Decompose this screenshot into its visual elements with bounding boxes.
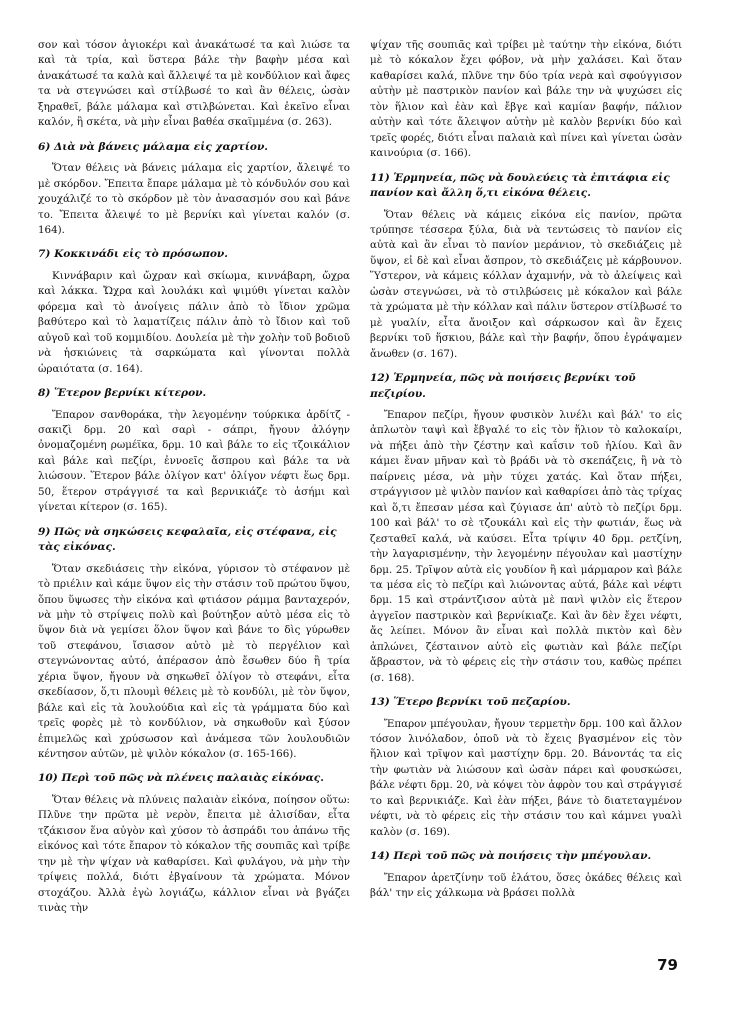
- section-heading: 10) Περὶ τοῦ πῶς νὰ πλένεις παλαιὰς εἰκόνας.: [38, 772, 324, 785]
- section-11: [370, 171, 682, 362]
- paragraph: Κιννάβαριν καὶ ὤχραν καὶ σκίωμα, κιννάβαρη, ὤχρα καὶ λάκκα. Ὤχρα καὶ λουλάκι καὶ ψιμύθι γίνεται καλὸν φόρεμα καὶ τὸ ἀνοίγεις πάλιν ἀπὸ τὸ ἴδιον χρῶμα βαθύτερο καὶ τὸ λαματίζεις πάλιν ἀπὸ τὸ ἴδιον καὶ τοῦ αὐγοῦ καὶ τοῦ κομμιδίου. Δουλεία μὲ τὴν χολὴν τοῦ βοδιοῦ νὰ ἡσκιώνεις τὰ σαρκώματα καὶ γίνονται πολλὰ ὡραιότατα (σ. 164).: [38, 269, 350, 375]
- section-9: [38, 525, 350, 763]
- section-heading: 12) Ἑρμηνεία, πῶς νὰ ποιήσεις βερνίκι τοῦ πεζιρίου.: [370, 372, 636, 400]
- section-14: [370, 849, 682, 901]
- continued-section: [370, 38, 682, 162]
- paragraph: ψίχαν τῆς σουπιᾶς καὶ τρίβει μὲ ταύτην τὴν εἰκόνα, διότι μὲ τὸ κόκαλον ἔχει φόβον, νὰ μὴν χαλάσει. Καὶ ὅταν καθαρίσει καλά, πλῦνε την δύο τρία νερὰ καὶ σφούγγισον αὐτὴν μὲ παστρικὸν πανίον καὶ βάλε την νὰ ψυχώσει εἰς τὸν ἥλιον καὶ ἐὰν καὶ ἔβγε καὶ καμίαν βαφήν, πάλιον αὐτὴν καὶ τότε ἄλειψον αὐτὴν μὲ καλὸν βερνίκι δύο καὶ τρεῖς φορές, διότι εἶναι παλαιὰ καὶ πίνει καὶ γίνεται ὡσὰν καινούρια (σ. 166).: [370, 39, 682, 160]
- section-6: [38, 140, 350, 239]
- paragraph: Ὅταν θέλεις νὰ κάμεις εἰκόνα εἰς πανίον, πρῶτα τρύπησε τέσσερα ξύλα, διὰ νὰ τεντώσεις τὸ πανίον εἰς αὐτὰ καὶ ἂν εἶναι τὸ πανίον μεράνιον, τὸ σκεδιάζεις μὲ ὕψον, εἰ δὲ καὶ εἶναι ἄσπρον, τὸ σκεδιάζεις μὲ κάρβουνον. Ὕστερον, νὰ κάμεις κόλλαν ἀχαμνήν, νὰ τὸ ἀλείψεις καὶ ὡσὰν στεγνώσει, νὰ τὸ στιλβώσεις μὲ κόκαλον καὶ βάλε τὰ χρώματα μὲ τὴν κόλλαν καὶ πάλιν ὕστερον στίλβωσέ το μὲ γυαλίν, εἶτα ἄνοιξον καὶ σάρκωσον καὶ ἂν ἔχεις βερνίκι τοῦ ἥσκιου, βάλε καὶ τὴν βαφήν, ὅπου ἐγράψαμεν ἄνωθεν (σ. 167).: [370, 208, 682, 360]
- paragraph: σον καὶ τόσον ἁγιοκέρι καὶ ἀνακάτωσέ τα καὶ λιώσε τα καὶ τὰ τρία, καὶ ὕστερα βάλε τὴν βαφὴν μέσα καὶ ἀνακάτωσέ τα καλὰ καὶ ἄλλειψέ τα μὲ κονδύλιον καὶ ἄφες τα νὰ στεγνώσει καὶ στίλβωσέ το καὶ ἂν θέλεις, ὡσὰν ξηραθεῖ, βάλε μάλαμα καὶ στιλβώνεται. Καὶ ἐκεῖνο εἶναι καλόν, ἢ σκέτα, νὰ μὴν εἶναι βαθέα σκαϊμμένα (σ. 263).: [38, 39, 350, 129]
- page-number: 79: [657, 956, 678, 974]
- continued-section: [38, 38, 350, 131]
- section-heading: 11) Ἑρμηνεία, πῶς νὰ δουλεύεις τὰ ἐπιτάφια εἰς πανίον καὶ ἄλλη ὅ,τι εἰκόνα θέλεις.: [370, 171, 670, 200]
- section-heading: 13) Ἕτερο βερνίκι τοῦ πεζαρίου.: [370, 696, 571, 709]
- section-10: [38, 771, 350, 916]
- paragraph: Ὅταν θέλεις νὰ βάνεις μάλαμα εἰς χαρτίον, ἄλειψέ το μὲ σκόρδον. Ἔπειτα ἔπαρε μάλαμα μὲ τὸ κόνδυλόν σου καὶ χουχάλιζέ το τὸ σκόρδον μὲ τὸν ἀνασασμόν σου καὶ βάνε το. Ἔπειτα ἄλειψέ το μὲ βερνίκι καὶ γίνεται καλόν (σ. 164).: [38, 162, 350, 236]
- section-heading: 8) Ἕτερον βερνίκι κίτερον.: [38, 387, 207, 400]
- section-12: [370, 371, 682, 686]
- section-heading: 7) Κοκκινάδι εἰς τὸ πρόσωπον.: [38, 248, 228, 261]
- paragraph: Ὅταν σκεδιάσεις τὴν εἰκόνα, γύρισον τὸ στέφανον μὲ τὸ πριέλιν καὶ κάμε ὕψον εἰς τὴν στάσιν τοῦ πρώτου ὕψου, ὅπου ὕψωσες τὴν εἰκόνα καὶ φτιάσον ράμμα βανταχερόν, νὰ μὴν τὸ στρίψεις πολὺ καὶ βούτηξον αὐτὸ μέσα εἰς τὸ ὕψον διὰ νὰ γεμίσει ὅλον ὕψον καὶ βάνε το δὶς γύρωθεν τοῦ στεφάνου, ἴσιασον αὐτὸ μὲ τὸ περγέλιον καὶ στεγνώνοντας αὐτό, ἀπέρασον ἀπὸ ἔσωθεν δύο ἢ τρία χέρια ὕψον, ἤγουν νὰ σηκωθεῖ ὀλίγον τὸ στεφάνι, εἶτα σκεδίασον, ὅ,τι πλουμὶ θέλεις μὲ τὸ κονδύλι, μὲ τὸν ὕψον, βάλε καὶ εἰς τὰ λουλούδια καὶ εἰς τὰ γράμματα δύο καὶ τρεῖς φορὲς μὲ τὸ κονδύλιον, νὰ σηκωθοῦν καὶ ξύσον ἐπιμελῶς καὶ χρύσωσον καὶ ἀνάμεσα τῶν λουλουδιῶν κέντησον αὐτῶν, μὲ ψιλὸν κόκαλον (σ. 165-166).: [38, 562, 350, 761]
- left-column: [38, 38, 350, 926]
- paragraph: Ἔπαρον μπέγουλαν, ἤγουν τερμετὴν δρμ. 100 καὶ ἄλλον τόσον λινόλαδον, ὁποῦ νὰ τὸ ἔχεις βγασμένον εἰς τὸν ἥλιον καὶ τρῖψον καὶ μαστίχην δρμ. 20. Βάνοντάς τα εἰς τὴν φωτιὰν νὰ λιώσουν καὶ ὡσὰν πάρει καὶ φουσκώσει, βάλε νέφτι δρμ. 20, νὰ κόψει τὸν ἀφρὸν του καὶ στράγγισέ το καὶ βερνικιάζε. Καὶ ἐὰν πήξει, βάνε τὸ διατεταγμένον νέφτι, νὰ τὸ φέρεις εἰς τὴν στάσιν του καὶ κάμνει γυαλὶ καλὸν (σ. 169).: [370, 717, 682, 838]
- section-heading: 9) Πῶς νὰ σηκώσεις κεφαλαῖα, εἰς στέφανα, εἰς τὰς εἰκόνας.: [38, 525, 337, 554]
- paragraph: Ἔπαρον πεζίρι, ἤγουν φυσικὸν λινέλι καὶ βάλ' το εἰς ἀπλωτὸν ταψὶ καὶ ἔβγαλέ το εἰς τὸν ἥλιον τὸ καλοκαίρι, νὰ πήξει ἀπὸ τὴν ζέστην καὶ καΐσιν τοῦ ἡλίου. Καὶ ἂν κάμει ἕναν μῆναν καὶ τὸ βράδι νὰ τὸ σκεπάζεις, ἢ νὰ τὸ παίρνεις μέσα, νὰ μὴν τύχει χατάς. Καὶ ὅταν πήξει, στράγγισον μὲ ψιλὸν πανίον καὶ καθαρίσει ἀπὸ τὰς τρίχας καὶ ὅ,τι ἔπεσαν μέσα καὶ ζύγιασε ἀπ' αὐτὸ τὸ πεζίρι δρμ. 100 καὶ βάλ' το σὲ τζουκάλι καὶ εἰς τὴν φωτιάν, ἕως νὰ ζεσταθεῖ καλά, νὰ καύσει. Εἶτα τρίψιν 40 δρμ. ρετζίνη, τὴν λαγαρισμένην, τὴν λεγομένην πέγουλαν καὶ μαστίχην δρμ. 25. Τρῖψον αὐτὰ εἰς γουδίον ἢ καὶ μάρμαρον καὶ βάλε τα μέσα εἰς τὸ πεζίρι καὶ λιώνοντας αὐτά, βάλε καὶ νέφτι δρμ. 15 καὶ στράντζισον αὐτὰ μὲ πανὶ ψιλὸν εἰς ἕτερον ἀγγεῖον παστρικὸν καὶ βερνίκιαζε. Καὶ ἂν δὲν ἔχει νέφτι, ἄς λείπει. Μόνον ἂν εἶναι καὶ πολλὰ πικτὸν καὶ δὲν ἁπλώνει, ζέσταινον αὐτὸ εἰς φωτιὰν καὶ βάλε πεζίρι ἄβραστον, νὰ τὸ φέρεις εἰς τὴν στάσιν του, καθὼς πρέπει (σ. 168).: [370, 408, 682, 684]
- paragraph: Ἔπαρον σανθοράκα, τὴν λεγομένην τούρκικα ἀρδίτζ - σακιζὶ δρμ. 20 καὶ σαρὶ - σάπρι, ἤγουν ἀλόγην ὀνομαζομένη ρωμέϊκα, δρμ. 10 καὶ βάλε το εἰς τζοικάλιον καὶ βάλε καὶ πεζίρι, ἐννοεῖς ἄσπρου καὶ βάλε τα νὰ λιώσουν. Ἕτερον βάλε ὀλίγον κατ' ὀλίγον νέφτι ἕως δρμ. 50, ἕτερον στράγγισέ τα καὶ βερνικιάζε τὸ ἀσήμι καὶ γίνεται κίτερον (σ. 165).: [38, 408, 350, 514]
- section-heading: 14) Περὶ τοῦ πῶς νὰ ποιήσεις τὴν μπέγουλαν.: [370, 850, 652, 863]
- paragraph: Ὅταν θέλεις νὰ πλύνεις παλαιὰν εἰκόνα, ποίησον οὕτω: Πλῦνε την πρῶτα μὲ νερὸν, ἔπειτα μὲ ἀλισίδαν, εἶτα τζάκισον ἕνα αὐγὸν καὶ χύσον τὸ ἀσπράδι του ἀπάνω τῆς εἰκόνος καὶ τότε ἔπαρον τὸ κόκαλον τῆς σουπιᾶς καὶ τρίβε την μὲ τὴν ψίχαν νὰ καθαρίσει. Καὶ φυλάγου, νὰ μὴν τὴν τρίψεις πολλά, διότι ἐβγαίνουν τὰ χρώματα. Μόνον στοχάζου. Ἀλλὰ ἐγὼ λογιάζω, κάλλιον εἶναι νὰ βγάζει τινὰς τὴν: [38, 793, 350, 915]
- section-13: [370, 695, 682, 840]
- right-column: [370, 38, 682, 911]
- section-7: [38, 247, 350, 377]
- paragraph: Ἔπαρον ἀρετζίνην τοῦ ἐλάτου, ὅσες ὀκάδες θέλεις καὶ βάλ' την εἰς χάλκωμα νὰ βράσει πολλὰ: [370, 871, 682, 900]
- section-8: [38, 386, 350, 516]
- section-heading: 6) Διὰ νὰ βάνεις μάλαμα εἰς χαρτίον.: [38, 140, 269, 153]
